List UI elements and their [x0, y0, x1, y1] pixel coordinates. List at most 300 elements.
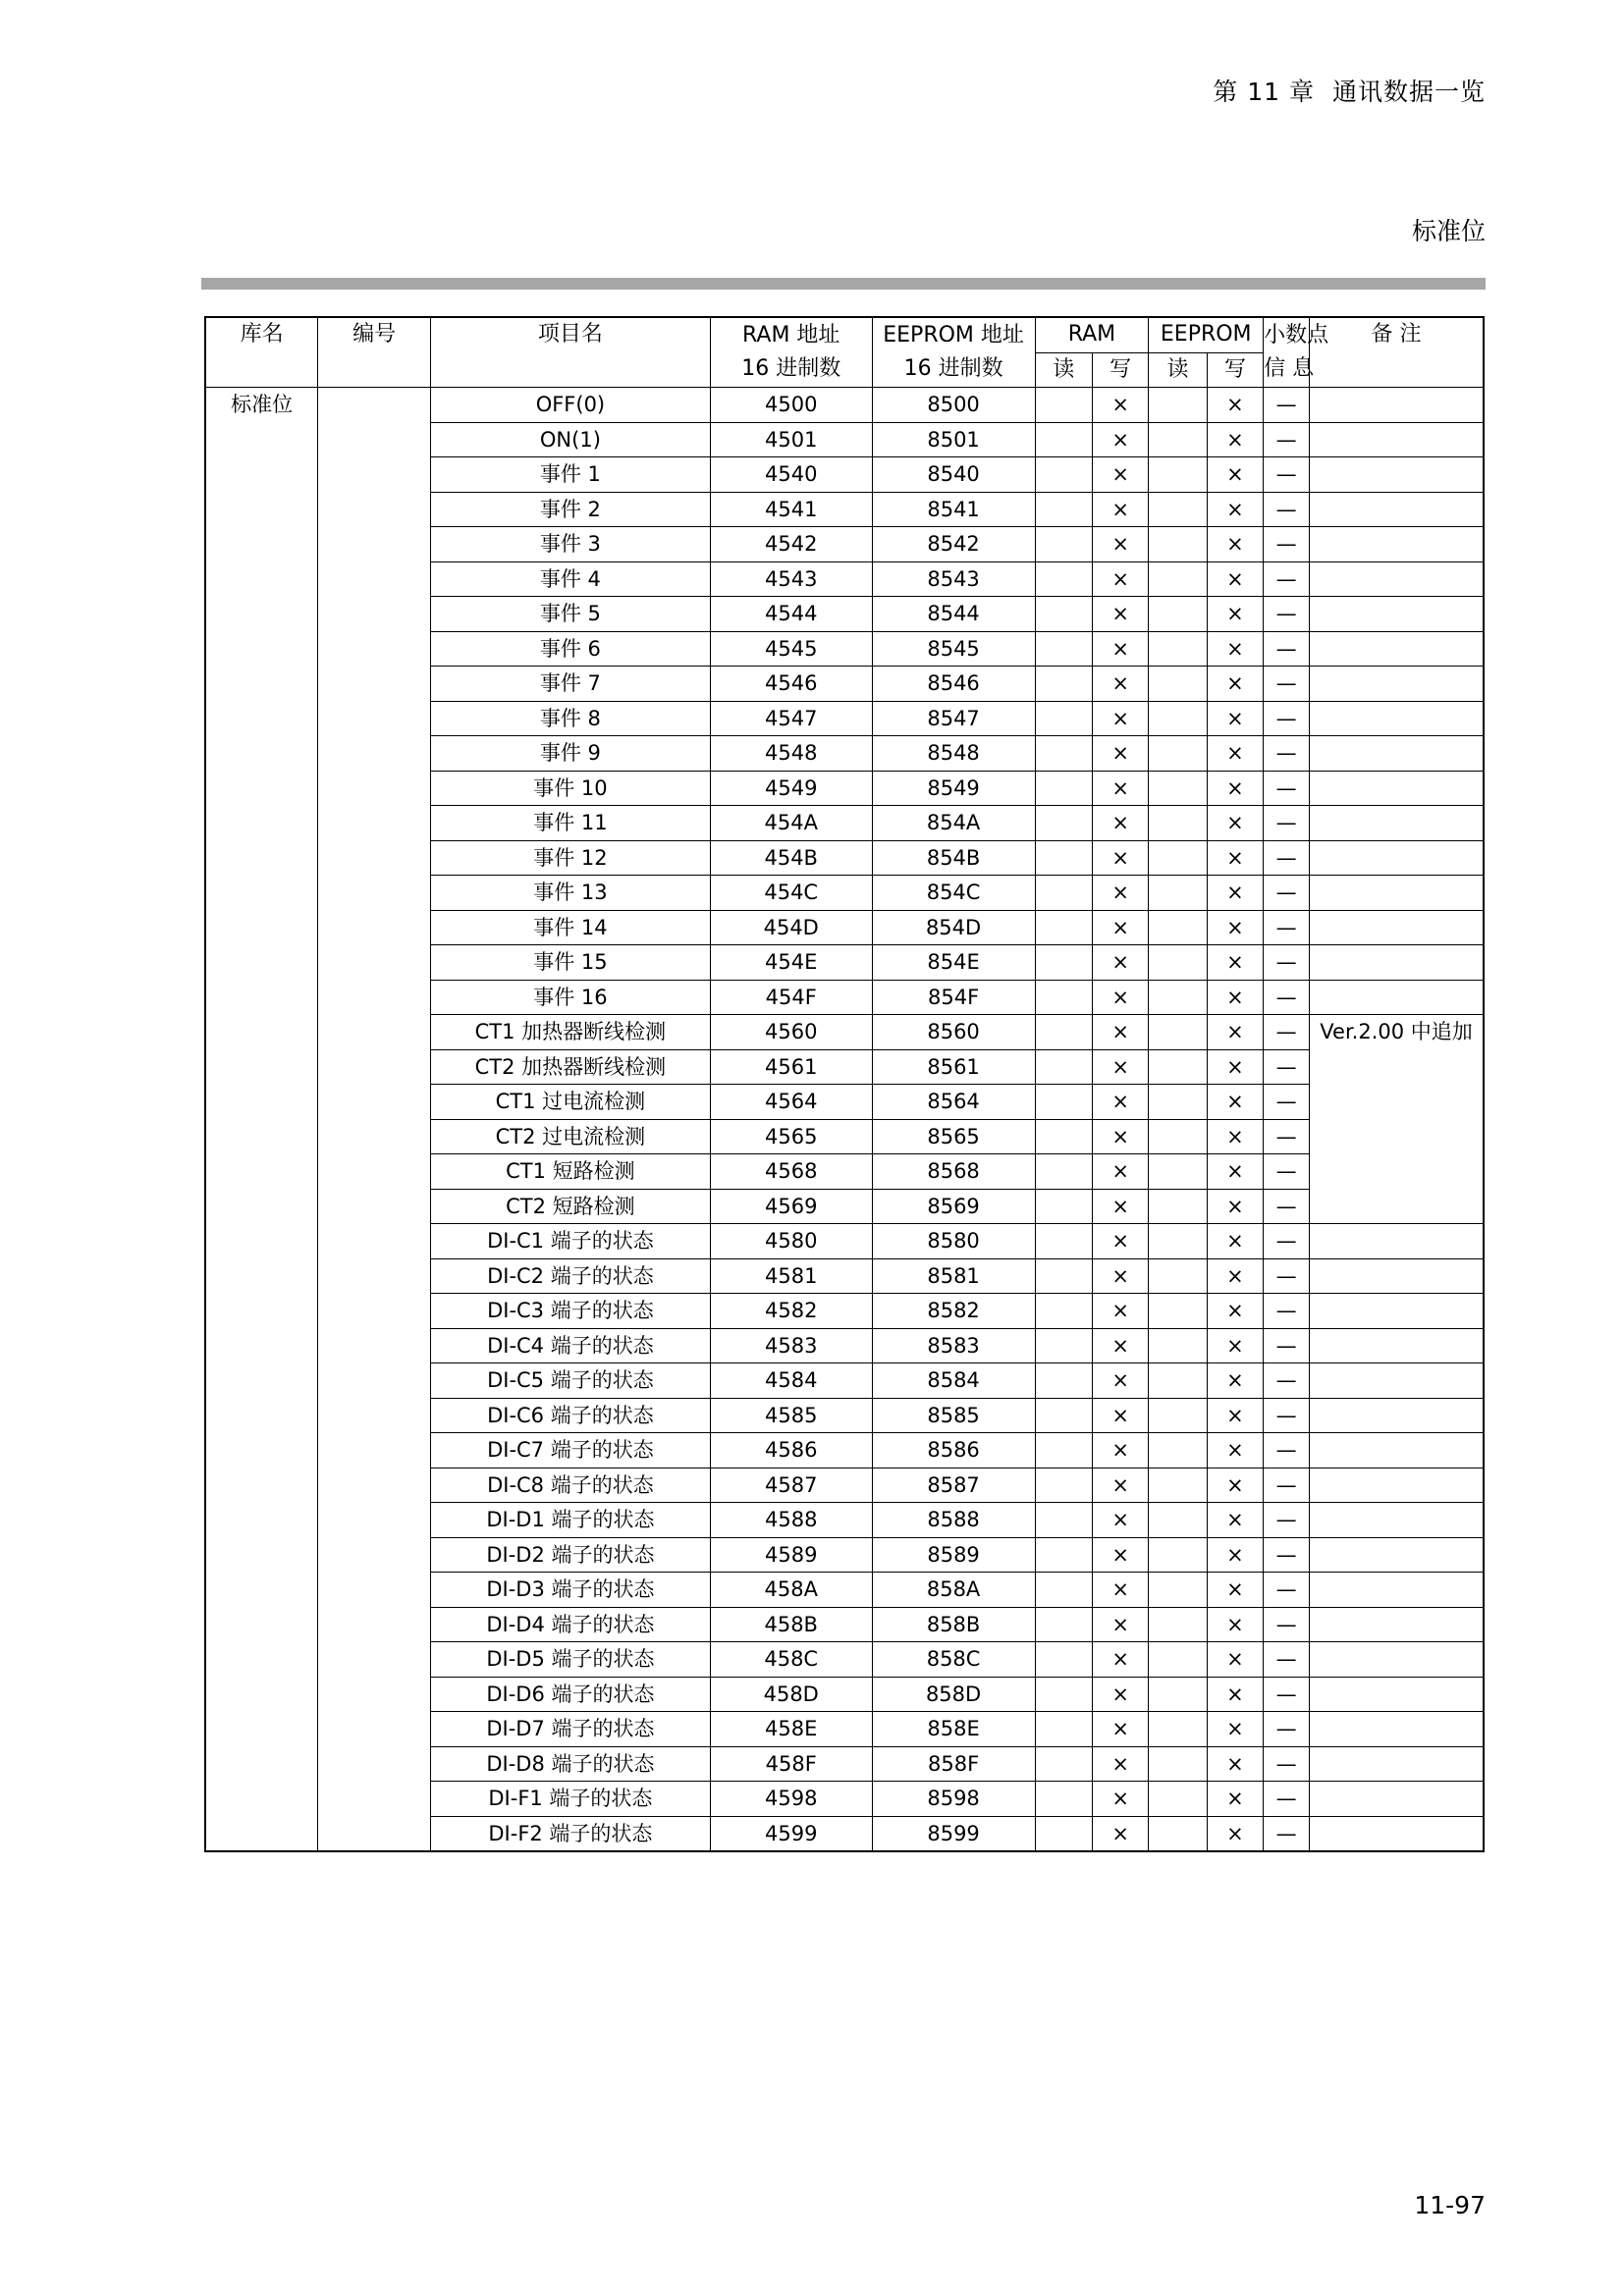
eeprom-read-cell	[1149, 806, 1207, 841]
ram-write-cell: ×	[1092, 1816, 1148, 1851]
item-name-cell: DI-D1 端子的状态	[431, 1503, 711, 1538]
ram-write-cell: ×	[1092, 1224, 1148, 1259]
decimal-info-cell: —	[1264, 945, 1310, 981]
ram-write-cell: ×	[1092, 457, 1148, 493]
remarks-cell	[1310, 771, 1484, 806]
decimal-info-cell: —	[1264, 736, 1310, 772]
ram-address-cell: 454F	[710, 980, 872, 1015]
ram-read-cell	[1035, 1049, 1092, 1085]
eeprom-address-cell: 8564	[872, 1085, 1035, 1120]
decimal-info-cell: —	[1264, 492, 1310, 527]
ram-write-cell: ×	[1092, 1258, 1148, 1294]
eeprom-write-cell: ×	[1207, 667, 1263, 702]
ram-read-cell	[1035, 945, 1092, 981]
header-decimal-line2: 信 息	[1264, 356, 1315, 381]
item-name-cell: 事件 2	[431, 492, 711, 527]
ram-read-cell	[1035, 806, 1092, 841]
ram-read-cell	[1035, 1224, 1092, 1259]
ram-read-cell	[1035, 1085, 1092, 1120]
ram-address-cell: 4546	[710, 667, 872, 702]
eeprom-read-cell	[1149, 1433, 1207, 1468]
header-library: 库名	[205, 317, 318, 388]
ram-write-cell: ×	[1092, 1119, 1148, 1154]
ram-write-cell: ×	[1092, 1049, 1148, 1085]
ram-address-cell: 454B	[710, 840, 872, 876]
remarks-cell	[1310, 1294, 1484, 1329]
decimal-info-cell: —	[1264, 1154, 1310, 1190]
remarks-cell	[1310, 1607, 1484, 1642]
remarks-cell	[1310, 1573, 1484, 1608]
eeprom-address-cell: 8541	[872, 492, 1035, 527]
eeprom-address-cell: 8581	[872, 1258, 1035, 1294]
eeprom-address-cell: 854E	[872, 945, 1035, 981]
ram-address-cell: 4543	[710, 561, 872, 597]
eeprom-write-cell: ×	[1207, 1154, 1263, 1190]
ram-address-cell: 454D	[710, 910, 872, 945]
ram-read-cell	[1035, 1363, 1092, 1399]
ram-write-cell: ×	[1092, 910, 1148, 945]
remarks-cell	[1310, 1398, 1484, 1433]
remarks-cell	[1310, 736, 1484, 772]
ram-address-cell: 4580	[710, 1224, 872, 1259]
ram-write-cell: ×	[1092, 701, 1148, 736]
item-name-cell: CT2 过电流检测	[431, 1119, 711, 1154]
ram-read-cell	[1035, 1607, 1092, 1642]
header-ram-address	[710, 317, 872, 388]
ram-address-cell: 458C	[710, 1642, 872, 1678]
ram-address-cell: 4588	[710, 1503, 872, 1538]
remarks-cell	[1310, 945, 1484, 981]
item-name-cell: ON(1)	[431, 422, 711, 457]
eeprom-address-cell: 8599	[872, 1816, 1035, 1851]
decimal-info-cell: —	[1264, 1712, 1310, 1747]
eeprom-read-cell	[1149, 1782, 1207, 1817]
ram-read-cell	[1035, 1537, 1092, 1573]
eeprom-read-cell	[1149, 1049, 1207, 1085]
eeprom-address-cell: 854D	[872, 910, 1035, 945]
ram-write-cell: ×	[1092, 561, 1148, 597]
chapter-header	[1213, 73, 1486, 108]
eeprom-address-cell: 8501	[872, 422, 1035, 457]
eeprom-read-cell	[1149, 1537, 1207, 1573]
ram-read-cell	[1035, 876, 1092, 911]
decimal-info-cell: —	[1264, 388, 1310, 423]
item-name-cell: DI-F1 端子的状态	[431, 1782, 711, 1817]
ram-write-cell: ×	[1092, 492, 1148, 527]
header-ram: RAM	[1035, 317, 1149, 352]
ram-write-cell: ×	[1092, 1015, 1148, 1050]
eeprom-write-cell: ×	[1207, 1607, 1263, 1642]
item-name-cell: DI-C1 端子的状态	[431, 1224, 711, 1259]
item-name-cell: 事件 10	[431, 771, 711, 806]
ram-read-cell	[1035, 1258, 1092, 1294]
remarks-cell	[1310, 1677, 1484, 1712]
eeprom-read-cell	[1149, 910, 1207, 945]
eeprom-address-cell: 8546	[872, 667, 1035, 702]
remarks-cell	[1310, 1782, 1484, 1817]
ram-address-cell: 4564	[710, 1085, 872, 1120]
section-divider	[201, 278, 1486, 290]
decimal-info-cell: —	[1264, 1049, 1310, 1085]
eeprom-address-cell: 8588	[872, 1503, 1035, 1538]
decimal-info-cell: —	[1264, 1294, 1310, 1329]
eeprom-read-cell	[1149, 1119, 1207, 1154]
eeprom-write-cell: ×	[1207, 1746, 1263, 1782]
eeprom-write-cell: ×	[1207, 736, 1263, 772]
eeprom-address-cell: 858E	[872, 1712, 1035, 1747]
ram-write-cell: ×	[1092, 1085, 1148, 1120]
item-name-cell: DI-C8 端子的状态	[431, 1468, 711, 1503]
item-name-cell: OFF(0)	[431, 388, 711, 423]
decimal-info-cell: —	[1264, 1746, 1310, 1782]
header-number: 编号	[318, 317, 431, 388]
eeprom-write-cell: ×	[1207, 457, 1263, 493]
ram-write-cell: ×	[1092, 980, 1148, 1015]
decimal-info-cell: —	[1264, 457, 1310, 493]
ram-write-cell: ×	[1092, 597, 1148, 632]
remarks-cell-version-note: Ver.2.00 中追加	[1310, 1015, 1484, 1224]
ram-write-cell: ×	[1092, 1712, 1148, 1747]
ram-read-cell	[1035, 1816, 1092, 1851]
eeprom-address-cell: 8589	[872, 1537, 1035, 1573]
item-name-cell: DI-C7 端子的状态	[431, 1433, 711, 1468]
remarks-cell	[1310, 980, 1484, 1015]
eeprom-write-cell: ×	[1207, 1573, 1263, 1608]
item-name-cell: DI-D8 端子的状态	[431, 1746, 711, 1782]
ram-address-cell: 454C	[710, 876, 872, 911]
remarks-cell	[1310, 388, 1484, 423]
ram-address-cell: 458A	[710, 1573, 872, 1608]
ram-write-cell: ×	[1092, 771, 1148, 806]
eeprom-address-cell: 8548	[872, 736, 1035, 772]
ram-read-cell	[1035, 388, 1092, 423]
decimal-info-cell: —	[1264, 980, 1310, 1015]
ram-address-cell: 458B	[710, 1607, 872, 1642]
decimal-info-cell: —	[1264, 1642, 1310, 1678]
decimal-info-cell: —	[1264, 840, 1310, 876]
header-eeprom: EEPROM	[1149, 317, 1264, 352]
eeprom-address-cell: 858C	[872, 1642, 1035, 1678]
eeprom-read-cell	[1149, 1258, 1207, 1294]
header-decimal-info	[1264, 317, 1329, 388]
eeprom-write-cell: ×	[1207, 597, 1263, 632]
ram-write-cell: ×	[1092, 1433, 1148, 1468]
eeprom-address-cell: 8583	[872, 1328, 1035, 1363]
eeprom-write-cell: ×	[1207, 1537, 1263, 1573]
ram-read-cell	[1035, 1782, 1092, 1817]
ram-write-cell: ×	[1092, 1294, 1148, 1329]
eeprom-read-cell	[1149, 1642, 1207, 1678]
ram-read-cell	[1035, 1119, 1092, 1154]
ram-write-cell: ×	[1092, 1607, 1148, 1642]
item-name-cell: CT2 加热器断线检测	[431, 1049, 711, 1085]
decimal-info-cell: —	[1264, 1328, 1310, 1363]
ram-write-cell: ×	[1092, 1677, 1148, 1712]
eeprom-address-cell: 858B	[872, 1607, 1035, 1642]
remarks-cell	[1310, 1712, 1484, 1747]
eeprom-address-cell: 8560	[872, 1015, 1035, 1050]
ram-write-cell: ×	[1092, 388, 1148, 423]
item-name-cell: DI-D6 端子的状态	[431, 1677, 711, 1712]
decimal-info-cell: —	[1264, 910, 1310, 945]
ram-write-cell: ×	[1092, 1363, 1148, 1399]
ram-write-cell: ×	[1092, 1537, 1148, 1573]
eeprom-write-cell: ×	[1207, 1433, 1263, 1468]
ram-write-cell: ×	[1092, 1398, 1148, 1433]
item-name-cell: DI-C4 端子的状态	[431, 1328, 711, 1363]
eeprom-write-cell: ×	[1207, 980, 1263, 1015]
remarks-cell	[1310, 1433, 1484, 1468]
eeprom-write-cell: ×	[1207, 1189, 1263, 1224]
ram-address-cell: 4565	[710, 1119, 872, 1154]
eeprom-write-cell: ×	[1207, 945, 1263, 981]
ram-address-cell: 4582	[710, 1294, 872, 1329]
remarks-cell	[1310, 840, 1484, 876]
eeprom-write-cell: ×	[1207, 910, 1263, 945]
eeprom-write-cell: ×	[1207, 1049, 1263, 1085]
item-name-cell: 事件 7	[431, 667, 711, 702]
eeprom-address-cell: 858F	[872, 1746, 1035, 1782]
remarks-cell	[1310, 1328, 1484, 1363]
chapter-title: 通讯数据一览	[1331, 78, 1486, 106]
ram-read-cell	[1035, 1677, 1092, 1712]
eeprom-address-cell: 8561	[872, 1049, 1035, 1085]
item-name-cell: DI-D7 端子的状态	[431, 1712, 711, 1747]
ram-address-cell: 454E	[710, 945, 872, 981]
table-row	[205, 388, 1484, 423]
ram-address-cell: 4581	[710, 1258, 872, 1294]
eeprom-read-cell	[1149, 1189, 1207, 1224]
item-name-cell: CT1 短路检测	[431, 1154, 711, 1190]
eeprom-read-cell	[1149, 980, 1207, 1015]
ram-write-cell: ×	[1092, 422, 1148, 457]
ram-address-cell: 4500	[710, 388, 872, 423]
eeprom-read-cell	[1149, 597, 1207, 632]
ram-write-cell: ×	[1092, 736, 1148, 772]
library-name-cell: 标准位	[205, 388, 318, 1852]
eeprom-address-cell: 8549	[872, 771, 1035, 806]
ram-address-cell: 4569	[710, 1189, 872, 1224]
item-name-cell: 事件 11	[431, 806, 711, 841]
eeprom-write-cell: ×	[1207, 1224, 1263, 1259]
remarks-cell	[1310, 701, 1484, 736]
eeprom-address-cell: 858D	[872, 1677, 1035, 1712]
ram-read-cell	[1035, 1433, 1092, 1468]
ram-read-cell	[1035, 701, 1092, 736]
ram-read-cell	[1035, 1398, 1092, 1433]
decimal-info-cell: —	[1264, 561, 1310, 597]
decimal-info-cell: —	[1264, 631, 1310, 667]
header-eeprom-write: 写	[1207, 352, 1263, 388]
eeprom-read-cell	[1149, 492, 1207, 527]
ram-write-cell: ×	[1092, 1468, 1148, 1503]
eeprom-address-cell: 8568	[872, 1154, 1035, 1190]
eeprom-write-cell: ×	[1207, 631, 1263, 667]
ram-write-cell: ×	[1092, 1642, 1148, 1678]
item-name-cell: CT1 加热器断线检测	[431, 1015, 711, 1050]
header-item-name: 项目名	[431, 317, 711, 388]
item-name-cell: DI-C5 端子的状态	[431, 1363, 711, 1399]
eeprom-address-cell: 8543	[872, 561, 1035, 597]
eeprom-read-cell	[1149, 1816, 1207, 1851]
eeprom-address-cell: 8500	[872, 388, 1035, 423]
eeprom-read-cell	[1149, 1607, 1207, 1642]
decimal-info-cell: —	[1264, 1224, 1310, 1259]
decimal-info-cell: —	[1264, 771, 1310, 806]
decimal-info-cell: —	[1264, 1085, 1310, 1120]
eeprom-write-cell: ×	[1207, 1642, 1263, 1678]
decimal-info-cell: —	[1264, 1015, 1310, 1050]
eeprom-write-cell: ×	[1207, 876, 1263, 911]
eeprom-address-cell: 8547	[872, 701, 1035, 736]
eeprom-write-cell: ×	[1207, 1503, 1263, 1538]
decimal-info-cell: —	[1264, 422, 1310, 457]
header-decimal-line1: 小数点	[1264, 323, 1329, 347]
ram-read-cell	[1035, 1294, 1092, 1329]
eeprom-write-cell: ×	[1207, 422, 1263, 457]
remarks-cell	[1310, 1746, 1484, 1782]
eeprom-address-cell: 8598	[872, 1782, 1035, 1817]
eeprom-read-cell	[1149, 631, 1207, 667]
header-ram-address-line1: RAM 地址	[742, 323, 840, 347]
decimal-info-cell: —	[1264, 1189, 1310, 1224]
ram-address-cell: 4568	[710, 1154, 872, 1190]
remarks-cell	[1310, 492, 1484, 527]
item-name-cell: 事件 16	[431, 980, 711, 1015]
decimal-info-cell: —	[1264, 1573, 1310, 1608]
decimal-info-cell: —	[1264, 876, 1310, 911]
ram-address-cell: 4541	[710, 492, 872, 527]
eeprom-read-cell	[1149, 1328, 1207, 1363]
decimal-info-cell: —	[1264, 806, 1310, 841]
eeprom-read-cell	[1149, 1154, 1207, 1190]
chapter-number: 第 11 章	[1213, 78, 1315, 106]
page-number: 11-97	[1414, 2191, 1486, 2219]
eeprom-read-cell	[1149, 1503, 1207, 1538]
item-name-cell: 事件 13	[431, 876, 711, 911]
remarks-cell	[1310, 667, 1484, 702]
ram-read-cell	[1035, 1642, 1092, 1678]
ram-read-cell	[1035, 1189, 1092, 1224]
ram-address-cell: 4544	[710, 597, 872, 632]
ram-write-cell: ×	[1092, 840, 1148, 876]
eeprom-write-cell: ×	[1207, 1294, 1263, 1329]
remarks-cell	[1310, 1258, 1484, 1294]
eeprom-read-cell	[1149, 1468, 1207, 1503]
eeprom-read-cell	[1149, 1712, 1207, 1747]
eeprom-address-cell: 8565	[872, 1119, 1035, 1154]
remarks-cell	[1310, 910, 1484, 945]
item-name-cell: DI-C6 端子的状态	[431, 1398, 711, 1433]
decimal-info-cell: —	[1264, 1537, 1310, 1573]
eeprom-address-cell: 8585	[872, 1398, 1035, 1433]
table-header	[205, 317, 1484, 388]
eeprom-address-cell: 8580	[872, 1224, 1035, 1259]
decimal-info-cell: —	[1264, 1258, 1310, 1294]
item-name-cell: 事件 1	[431, 457, 711, 493]
item-name-cell: DI-D3 端子的状态	[431, 1573, 711, 1608]
number-cell	[318, 388, 431, 1852]
eeprom-read-cell	[1149, 422, 1207, 457]
ram-write-cell: ×	[1092, 806, 1148, 841]
eeprom-write-cell: ×	[1207, 771, 1263, 806]
item-name-cell: DI-D2 端子的状态	[431, 1537, 711, 1573]
section-label: 标准位	[1411, 217, 1486, 245]
ram-address-cell: 4589	[710, 1537, 872, 1573]
eeprom-write-cell: ×	[1207, 1782, 1263, 1817]
ram-read-cell	[1035, 1712, 1092, 1747]
item-name-cell: DI-C3 端子的状态	[431, 1294, 711, 1329]
ram-read-cell	[1035, 1746, 1092, 1782]
item-name-cell: 事件 5	[431, 597, 711, 632]
eeprom-read-cell	[1149, 1294, 1207, 1329]
eeprom-read-cell	[1149, 667, 1207, 702]
eeprom-address-cell: 8540	[872, 457, 1035, 493]
header-ram-address-line2: 16 进制数	[741, 356, 841, 381]
eeprom-address-cell: 8582	[872, 1294, 1035, 1329]
eeprom-read-cell	[1149, 1746, 1207, 1782]
eeprom-write-cell: ×	[1207, 1015, 1263, 1050]
decimal-info-cell: —	[1264, 1398, 1310, 1433]
eeprom-read-cell	[1149, 1677, 1207, 1712]
item-name-cell: 事件 15	[431, 945, 711, 981]
ram-address-cell: 4545	[710, 631, 872, 667]
eeprom-address-cell: 8587	[872, 1468, 1035, 1503]
item-name-cell: 事件 6	[431, 631, 711, 667]
header-ram-write: 写	[1092, 352, 1148, 388]
ram-address-cell: 4584	[710, 1363, 872, 1399]
item-name-cell: 事件 8	[431, 701, 711, 736]
remarks-cell	[1310, 1642, 1484, 1678]
decimal-info-cell: —	[1264, 1503, 1310, 1538]
ram-read-cell	[1035, 631, 1092, 667]
ram-write-cell: ×	[1092, 1503, 1148, 1538]
ram-address-cell: 4598	[710, 1782, 872, 1817]
header-ram-read: 读	[1035, 352, 1092, 388]
ram-address-cell: 4542	[710, 527, 872, 562]
eeprom-write-cell: ×	[1207, 388, 1263, 423]
eeprom-write-cell: ×	[1207, 1363, 1263, 1399]
item-name-cell: DI-C2 端子的状态	[431, 1258, 711, 1294]
eeprom-address-cell: 854F	[872, 980, 1035, 1015]
ram-read-cell	[1035, 667, 1092, 702]
eeprom-read-cell	[1149, 1573, 1207, 1608]
eeprom-read-cell	[1149, 840, 1207, 876]
ram-write-cell: ×	[1092, 945, 1148, 981]
header-remarks: 备 注	[1310, 317, 1484, 388]
eeprom-address-cell: 8569	[872, 1189, 1035, 1224]
eeprom-write-cell: ×	[1207, 492, 1263, 527]
ram-address-cell: 4547	[710, 701, 872, 736]
ram-write-cell: ×	[1092, 527, 1148, 562]
ram-address-cell: 458E	[710, 1712, 872, 1747]
ram-read-cell	[1035, 1573, 1092, 1608]
eeprom-write-cell: ×	[1207, 1816, 1263, 1851]
eeprom-read-cell	[1149, 876, 1207, 911]
remarks-cell	[1310, 1363, 1484, 1399]
header-eeprom-address-line2: 16 进制数	[903, 356, 1003, 381]
eeprom-read-cell	[1149, 945, 1207, 981]
eeprom-write-cell: ×	[1207, 1712, 1263, 1747]
eeprom-write-cell: ×	[1207, 806, 1263, 841]
ram-read-cell	[1035, 1468, 1092, 1503]
eeprom-read-cell	[1149, 1085, 1207, 1120]
eeprom-address-cell: 8542	[872, 527, 1035, 562]
ram-write-cell: ×	[1092, 631, 1148, 667]
ram-address-cell: 458F	[710, 1746, 872, 1782]
decimal-info-cell: —	[1264, 701, 1310, 736]
ram-read-cell	[1035, 980, 1092, 1015]
